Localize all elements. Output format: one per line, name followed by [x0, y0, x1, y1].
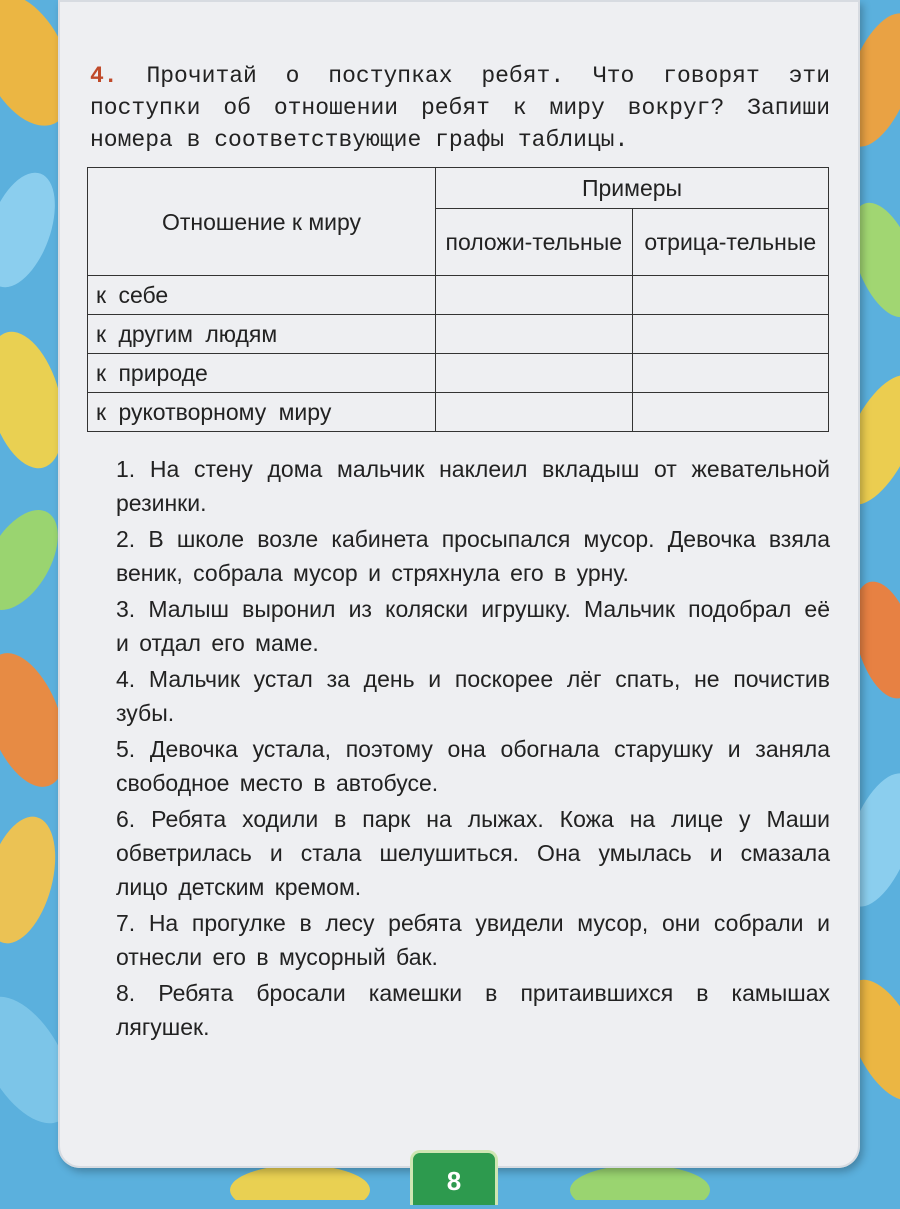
- list-item: 2. В школе возле кабинета просыпался мусор. Девочка взяла веник, собрала мусор и стряхнула его в урну.: [116, 526, 830, 586]
- list-item: 5. Девочка устала, поэтому она обогнала старушку и заняла свободное место в автобусе.: [116, 736, 830, 796]
- positive-cell[interactable]: [436, 315, 632, 354]
- header-positive: положи-тельные: [436, 209, 632, 276]
- negative-cell[interactable]: [632, 393, 828, 432]
- list-item: 8. Ребята бросали камешки в притаившихся в камышах лягушек.: [116, 980, 830, 1040]
- positive-cell[interactable]: [436, 276, 632, 315]
- page-number-badge: 8: [410, 1150, 498, 1205]
- negative-cell[interactable]: [632, 276, 828, 315]
- table-row: [88, 276, 829, 315]
- row-label: к другим людям: [88, 315, 436, 354]
- positive-cell[interactable]: [436, 354, 632, 393]
- table-row: [88, 393, 829, 432]
- examples-list: [116, 452, 830, 1046]
- row-label: к рукотворному миру: [88, 393, 436, 432]
- list-item: 4. Мальчик устал за день и поскорее лёг спать, не почистив зубы.: [116, 666, 830, 726]
- list-item: 3. Малыш выронил из коляски игрушку. Мальчик подобрал её и отдал его маме.: [116, 596, 830, 656]
- row-label: к природе: [88, 354, 436, 393]
- task-number: 4.: [90, 63, 118, 89]
- list-item: 6. Ребята ходили в парк на лыжах. Кожа на лице у Маши обветрилась и стала шелушиться. Она умылась и смазала лицо детским кремом.: [116, 806, 830, 900]
- header-examples: Примеры: [436, 168, 829, 209]
- task-instructions: [90, 60, 830, 156]
- negative-cell[interactable]: [632, 315, 828, 354]
- row-label: к себе: [88, 276, 436, 315]
- negative-cell[interactable]: [632, 354, 828, 393]
- task-text: Прочитай о поступках ребят. Что говорят эти поступки об отношении ребят к миру вокруг? Запиши номера в соответствующие графы таблицы.: [90, 63, 831, 153]
- table-row: [88, 354, 829, 393]
- header-negative: отрица-тельные: [632, 209, 828, 276]
- positive-cell[interactable]: [436, 393, 632, 432]
- list-item: 1. На стену дома мальчик наклеил вкладыш от жевательной резинки.: [116, 456, 830, 516]
- header-attitude: Отношение к миру: [88, 168, 436, 276]
- list-item: 7. На прогулке в лесу ребята увидели мусор, они собрали и отнесли его в мусорный бак.: [116, 910, 830, 970]
- table-row: [88, 315, 829, 354]
- answer-table: [87, 167, 829, 432]
